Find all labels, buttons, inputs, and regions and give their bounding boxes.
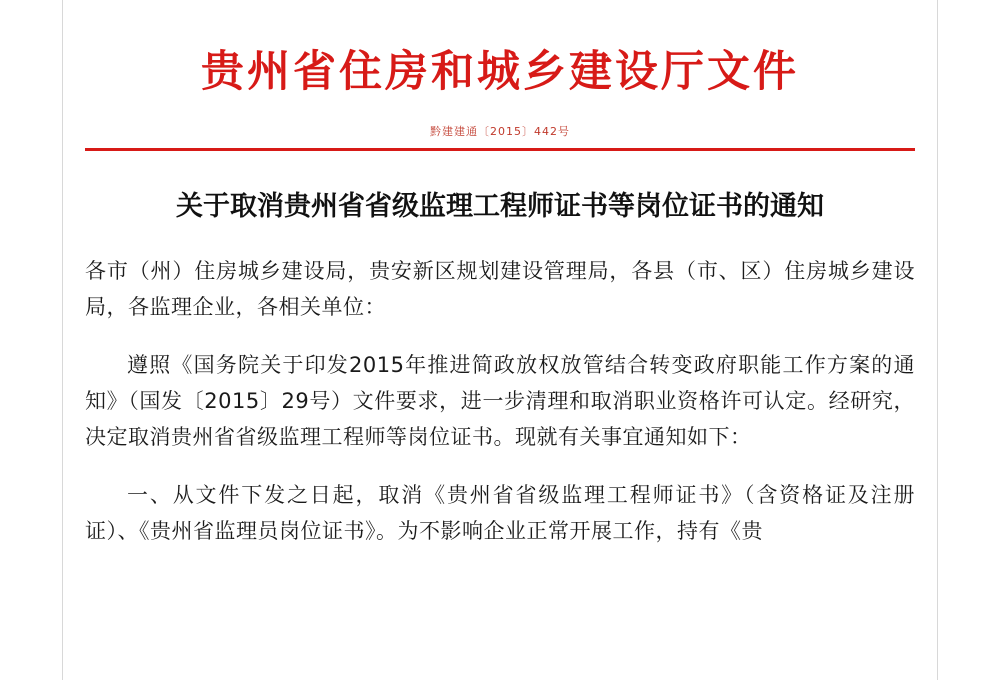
document-number: 黔建建通〔2015〕442号 [430, 125, 570, 139]
recipient-paragraph: 各市（州）住房城乡建设局，贵安新区规划建设管理局，各县（市、区）住房城乡建设局，各监理企业，各相关单位： [85, 258, 915, 319]
document-content [85, 0, 915, 680]
document-title: 关于取消贵州省省级监理工程师证书等岗位证书的通知 [176, 191, 824, 223]
page-edge-rule-left [62, 0, 63, 680]
body-paragraph-2: 一、从文件下发之日起，取消《贵州省省级监理工程师证书》（含资格证及注册证）、《贵州省监理员岗位证书》。为不影响企业正常开展工作，持有《贵 [85, 483, 915, 544]
red-divider-rule [85, 148, 915, 151]
masthead-title: 贵州省住房和城乡建设厅文件 [201, 47, 799, 97]
body-paragraph-1: 遵照《国务院关于印发2015年推进简政放权放管结合转变政府职能工作方案的通知》（国发〔2015〕29号）文件要求，进一步清理和取消职业资格许可认定。经研究，决定取消贵州省省级监理工程师等岗位证书。现就有关事宜通知如下： [85, 352, 915, 450]
page-edge-rule-right [937, 0, 938, 680]
masthead [85, 0, 915, 97]
